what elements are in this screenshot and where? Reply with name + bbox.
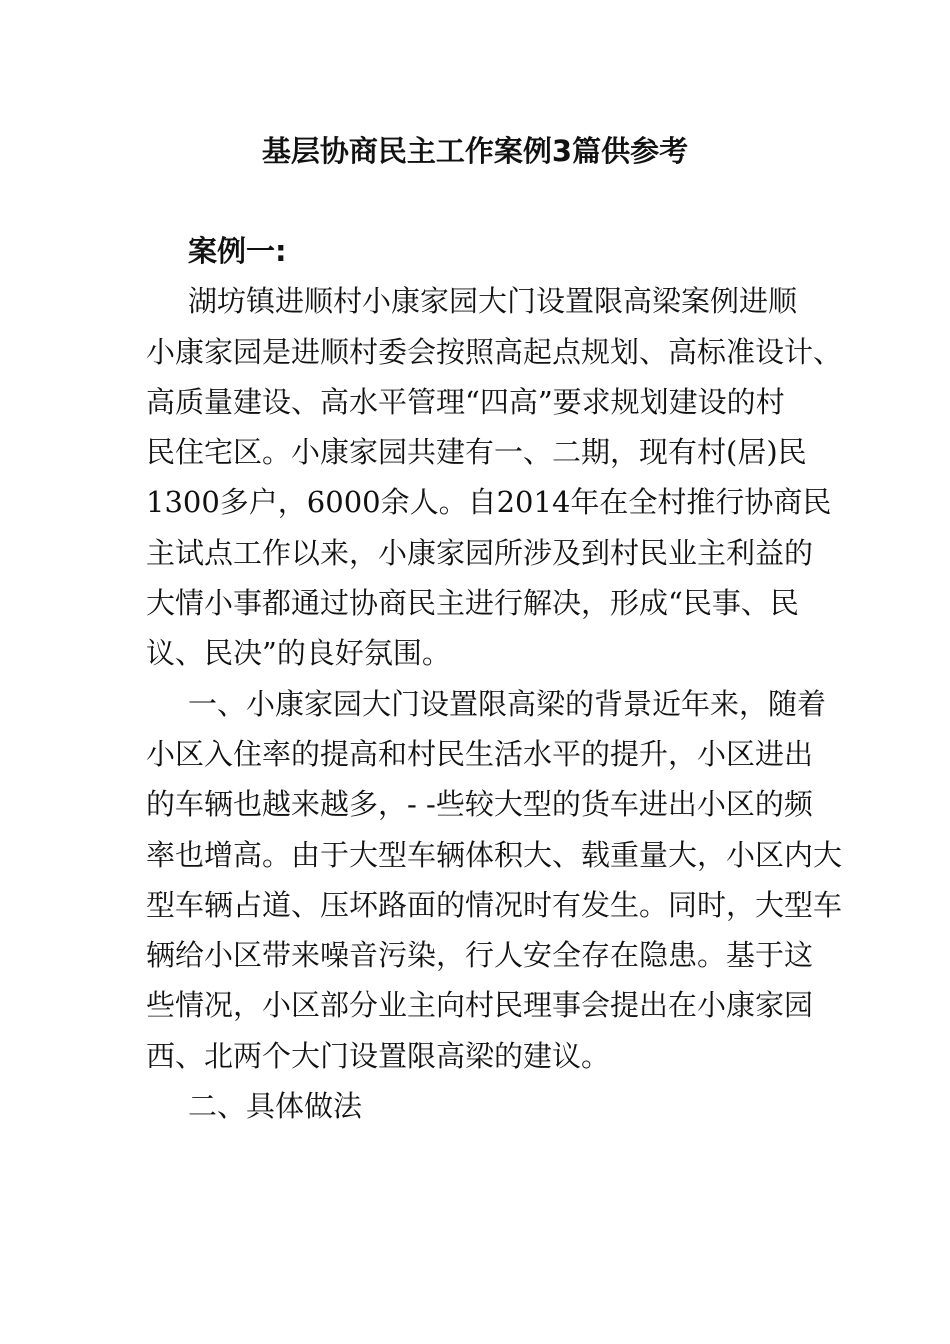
case-heading: 案例一: <box>188 234 287 268</box>
paragraph-line: 1300多户，6000余人。自2014年在全村推行协商民 <box>146 485 832 520</box>
paragraph-line: 主试点工作以来，小康家园所涉及到村民业主利益的 <box>146 535 814 570</box>
document-title: 基层协商民主工作案例3篇供参考 <box>261 134 689 168</box>
document-body <box>146 226 843 1131</box>
section-heading-background: 一、小康家园大门设置限高梁的背景近年来，随着 <box>188 686 827 721</box>
paragraph-line: 大情小事都通过协商民主进行解决，形成“民事、民 <box>146 586 799 621</box>
paragraph-line: 些情况，小区部分业主向村民理事会提出在小康家园 <box>146 988 814 1023</box>
section-heading-methods: 二、具体做法 <box>188 1089 363 1124</box>
paragraph-line: 小康家园是进顺村委会按照高起点规划、高标准设计、 <box>146 334 843 369</box>
paragraph-line: 的车辆也越来越多，- -些较大型的货车进出小区的频 <box>146 787 813 822</box>
paragraph-line: 民住宅区。小康家园共建有一、二期，现有村(居)民 <box>146 435 807 470</box>
paragraph-line: 小区入住率的提高和村民生活水平的提升，小区进出 <box>146 736 814 771</box>
paragraph-line: 型车辆占道、压坏路面的情况时有发生。同时，大型车 <box>146 887 843 922</box>
paragraph-line: 西、北两个大门设置限高梁的建议。 <box>146 1038 611 1073</box>
paragraph-line: 议、民决”的良好氛围。 <box>146 636 451 671</box>
paragraph-line: 湖坊镇进顺村小康家园大门设置限高梁案例进顺 <box>188 284 798 319</box>
paragraph-line: 高质量建设、高水平管理“四高”要求规划建设的村 <box>146 384 785 419</box>
paragraph-line: 辆给小区带来噪音污染，行人安全存在隐患。基于这 <box>146 938 814 973</box>
paragraph-line: 率也增高。由于大型车辆体积大、载重量大，小区内大 <box>146 837 843 872</box>
